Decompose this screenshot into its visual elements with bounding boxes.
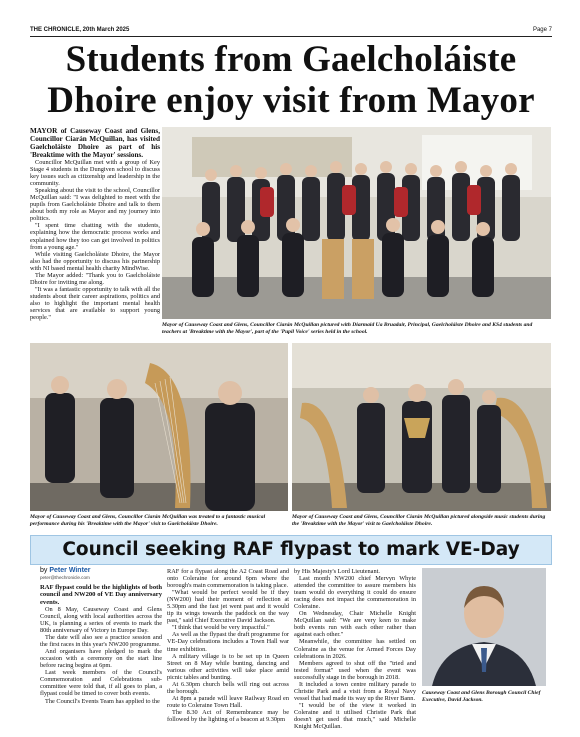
byline-author: Peter Winter [49, 567, 91, 574]
main-headline: Students from Gaelcholáiste Dhoire enjoy visit from Mayor [47, 39, 535, 121]
story2-column-3 [294, 568, 416, 730]
story2-column-2 [167, 568, 289, 723]
story2-paragraph: Last week members of the Council's Commemoration and Celebrations sub-committee were told that, if all goes to plan, a flypast could be timed to cover both events. [40, 669, 162, 698]
left-photo-caption: Mayor of Causeway Coast and Glens, Councillor Ciarán McQuillan was treated to a fantastic musical performance during his 'Breaktime with the Mayor' visit to Gaelcholáiste Dhoire. [30, 514, 266, 527]
story2-paragraph: The date will also see a practice session and the first races in this year's NW200 programme. [40, 634, 162, 649]
story2-paragraph: On Wednesday, Chair Michelle Knight McQuillan said: "We are very keen to make both events run with each other rather than against each other." [294, 610, 416, 639]
newspaper-date: THE CHRONICLE, 20th March 2025 [30, 27, 130, 33]
story2-paragraph: At 8pm a parade will leave Railway Road en route to Coleraine Town Hall. [167, 694, 289, 709]
story2-paragraph: Members agreed to shut off the "tried and tested format" used when the event was successfully stage in the borough in 2018. [294, 659, 416, 681]
music-students-photo [292, 343, 551, 511]
story2-paragraph: "I think that would be very impactful." [172, 624, 270, 632]
story-text-column [30, 127, 160, 321]
author-email[interactable]: peter@thechronicle.com [40, 575, 90, 580]
story2-lead: RAF flypast could be the highlights of both council and NW200 of VE Day anniversary events. [40, 584, 162, 606]
story2-paragraph: Meanwhile, the committee has settled on Coleraine as the venue for Armed Forces Day celebrations in 2026. [294, 638, 416, 660]
portrait-photo [422, 568, 546, 686]
group-photo [162, 127, 551, 319]
story-paragraph: "It was a fantastic opportunity to talk with all the students about their career aspirations, politics and also to highlight the important mental health services that are available to support young people." [30, 285, 160, 322]
story-paragraph: The Mayor added: "Thank you to Gaelcholáiste Dhoire for inviting me along. [30, 271, 160, 286]
story-paragraph: Councillor McQuillan met with a group of Key Stage 4 students in the Dungiven school to discuss key issues such as citizenship and leadership in the community. [30, 159, 160, 188]
harp-performance-photo [30, 343, 288, 511]
main-photo-caption: Mayor of Causeway Coast and Glens, Councillor Ciarán McQuillan pictured with Diarmaid Ua Bruadair, Principal, Gaelcholáiste Dhoire and KS4 students and teachers at 'Breaktime with the Mayor', part of the 'Pupil Voice' series held in the school. [162, 322, 533, 335]
story2-paragraph: As well as the flypast the draft programme for VE-Day celebrations includes a Town Hall war time exhibition. [167, 631, 289, 653]
story2-paragraph: RAF for a flypast along the A2 Coast Road and onto Coleraine for around 6pm where the borough's main commemoration is taking place. [167, 568, 289, 590]
header-rule [30, 36, 552, 37]
story2-paragraph: A military village is to be set up in Queen Street on 8 May while bunting, dancing and various other activities will take place amid picnic tables and bunting. [167, 652, 289, 681]
story2-paragraph: "What would be perfect would be if they (NW200) had their moment of reflection at 5.30pm and the fast jet went past and it would tip its wings towards the paddock on the way past," said Chief Executive David Jackson. [167, 589, 289, 625]
byline-by: by [40, 567, 48, 574]
story-paragraph: While visiting Gaelcholáiste Dhoire, the Mayor also had the opportunity to discuss his partnership with NI based mental health charity MindWise. [30, 250, 160, 272]
portrait-caption: Causeway Coast and Glens Borough Council Chief Executive, David Jackson. [422, 690, 541, 703]
story2-paragraph: At 6.30pm church bells will ring out across the borough. [167, 680, 289, 695]
story-paragraph: Speaking about the visit to the school, Councillor McQuillan said: "I was delighted to meet with the pupils from Gaelcholáiste Dhoire and talk to them about both my role as Mayor and my journey into politics. [30, 187, 160, 223]
story2-paragraph: On 8 May, Causeway Coast and Glens Council, along with local authorities across the UK, is planning a series of events to mark the 80th anniversary of Victory in Europe Day. [40, 605, 162, 635]
story2-paragraph: The 8.30 Act of Remembrance may be followed by the lighting of a beacon at 9.30pm [167, 708, 289, 723]
byline [40, 567, 91, 574]
story2-headline: Council seeking RAF flypast to mark VE-Day [62, 539, 520, 560]
story2-paragraph: The Council's Events Team has applied to the [45, 697, 160, 705]
right-photo-caption: Mayor of Causeway Coast and Glens, Councillor Ciarán McQuillan pictured alongside music students during the 'Breaktime with the Mayor' visit to Gaelcholáiste Dhoire. [292, 514, 546, 527]
story2-paragraph: "I would be of the view it worked in Coleraine and it utilised Christie Park that doesn't get used that much," said Michelle Knight McQuillan. [294, 701, 416, 731]
story2-column-1 [40, 584, 162, 705]
story2-paragraph: It included a town centre military parade to Christie Park and a visit from a Royal Navy vessel that had made its way up the River Bann. [294, 680, 416, 702]
story2-paragraph: And organisers have pledged to mark the occasion with a ceremony on the start line before racing begins at 6pm. [40, 648, 162, 670]
story2-paragraph: Last month NW200 chief Mervyn Whyte attended the committee to assure members his team would do everything it could do ensure racing does not impact the commemoration in Coleraine. [294, 575, 416, 611]
story-paragraph: "I spent time chatting with the students, explaining how the democratic process works and explained how they too can get involved in politics from a young age." [30, 222, 160, 251]
story-lead: MAYOR of Causeway Coast and Glens, Councillor Ciarán McQuillan, has visited Gaelcholáiste Dhoire as part of his 'Breaktime with the Mayor' sessions. [30, 127, 160, 159]
page-number: Page 7 [532, 27, 552, 33]
story2-paragraph: by His Majesty's Lord Lieutenant. [294, 568, 380, 575]
